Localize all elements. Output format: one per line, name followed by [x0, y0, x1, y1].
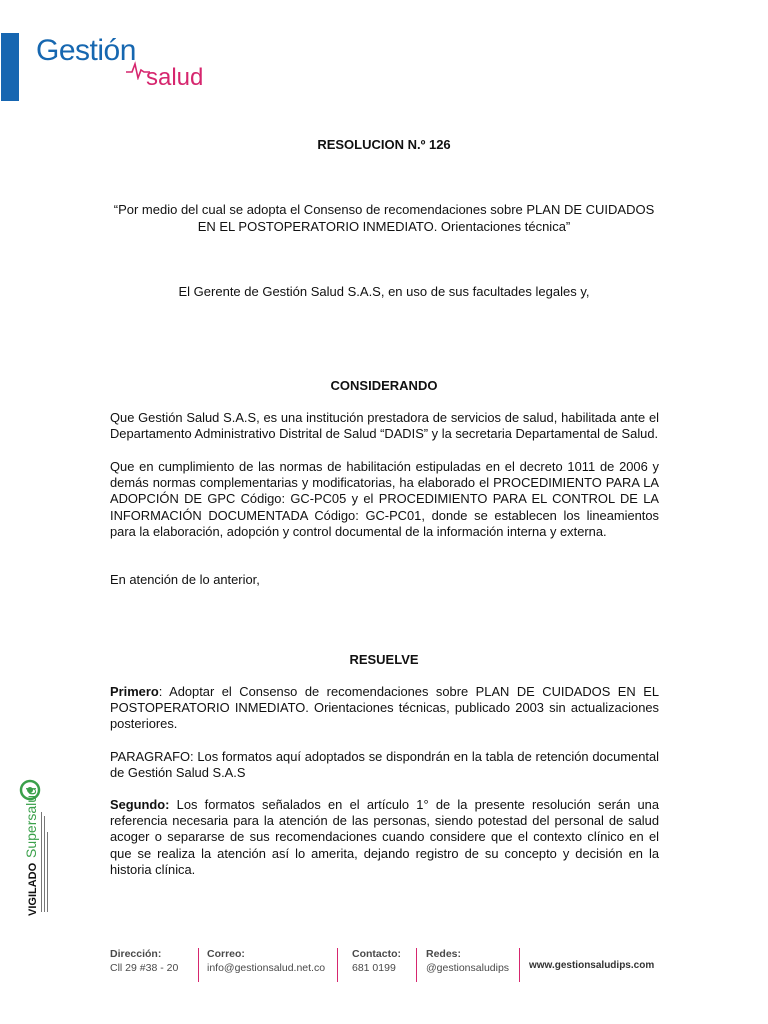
subtitle-line-1: “Por medio del cual se adopta el Consenso de recomendaciones sobre PLAN DE CUIDADOS	[113, 202, 655, 217]
article-primero	[110, 684, 659, 733]
considerando-heading: CONSIDERANDO	[330, 378, 438, 393]
website-link[interactable]: www.gestionsaludips.com	[529, 960, 655, 971]
footer-contacto	[352, 948, 401, 984]
atencion-paragraph: En atención de lo anterior,	[110, 572, 260, 587]
supersalud-word: Supersalud	[23, 787, 39, 858]
resolution-subtitle	[60, 201, 708, 235]
intro-statement: El Gerente de Gestión Salud S.A.S, en uso de sus facultades legales y,	[178, 284, 590, 299]
primero-label: Primero	[110, 684, 159, 699]
direccion-label: Dirección:	[110, 948, 162, 960]
redes-value: @gestionsaludips	[426, 962, 510, 974]
header-accent-bar	[1, 33, 19, 101]
resolution-title: RESOLUCION N.º 126	[317, 137, 451, 152]
footer-divider	[337, 948, 338, 982]
footer-correo	[207, 948, 325, 984]
footer-redes	[426, 948, 509, 984]
footer-direccion	[110, 948, 178, 984]
considerando-paragraph-1: Que Gestión Salud S.A.S, es una institución prestadora de servicios de salud, habilitada ante el Departamento Administrativo Distrital de Salud “DADIS” y la secretaria Departamental de Salud.	[110, 410, 659, 442]
vigilado-word: VIGILADO	[27, 862, 39, 916]
vigilado-supersalud-seal	[8, 772, 56, 918]
footer	[110, 948, 670, 988]
contacto-value: 681 0199	[352, 962, 396, 974]
footer-divider	[519, 948, 520, 982]
footer-divider	[198, 948, 199, 982]
segundo-label: Segundo:	[110, 797, 170, 812]
footer-divider	[416, 948, 417, 982]
article-segundo	[110, 797, 659, 878]
considerando-paragraph-2: Que en cumplimiento de las normas de habilitación estipuladas en el decreto 1011 de 2006 y demás normas complementarias y modificatorias, ha elaborado el PROCEDIMIENTO PARA LA ADOPCIÓN DE GPC Código: GC-PC05 y el PROCEDIMIENTO PARA EL CONTROL DE LA INFORMACIÓN DOCUMENTADA Código: GC-PC01, donde se establecen los lineamientos para la elaboración, adopción y control documental de la información interna y externa.	[110, 459, 659, 539]
gestion-salud-logo	[36, 34, 216, 98]
paragrafo: PARAGRAFO: Los formatos aquí adoptados se dispondrán en la tabla de retención documental de Gestión Salud S.A.S	[110, 749, 659, 781]
correo-label: Correo:	[207, 948, 245, 960]
primero-text: : Adoptar el Consenso de recomendaciones sobre PLAN DE CUIDADOS EN EL POSTOPERATORIO INMEDIATO. Orientaciones técnicas, publicado 2003 sin actualizaciones posteriores.	[110, 684, 659, 732]
direccion-value: Cll 29 #38 - 20	[110, 962, 179, 974]
redes-label: Redes:	[426, 948, 462, 960]
correo-link[interactable]: info@gestionsalud.net.co	[207, 962, 326, 974]
resuelve-heading: RESUELVE	[349, 652, 419, 667]
subtitle-line-2: EN EL POSTOPERATORIO INMEDIATO. Orientaciones técnica”	[197, 219, 571, 234]
contacto-label: Contacto:	[352, 948, 401, 960]
logo-word-salud: salud	[146, 64, 204, 91]
logo-word-gestion: Gestión	[36, 34, 136, 67]
segundo-text: Los formatos señalados en el artículo 1° de la presente resolución serán una referencia necesaria para la atención de las personas, siendo potestad del personal de salud acoger o separarse de sus recomendaciones cuando considere que el contexto clínico en el que se realiza la atención así lo amerita, dejando registro de su concepto y decisión en la historia clínica.	[110, 797, 659, 877]
